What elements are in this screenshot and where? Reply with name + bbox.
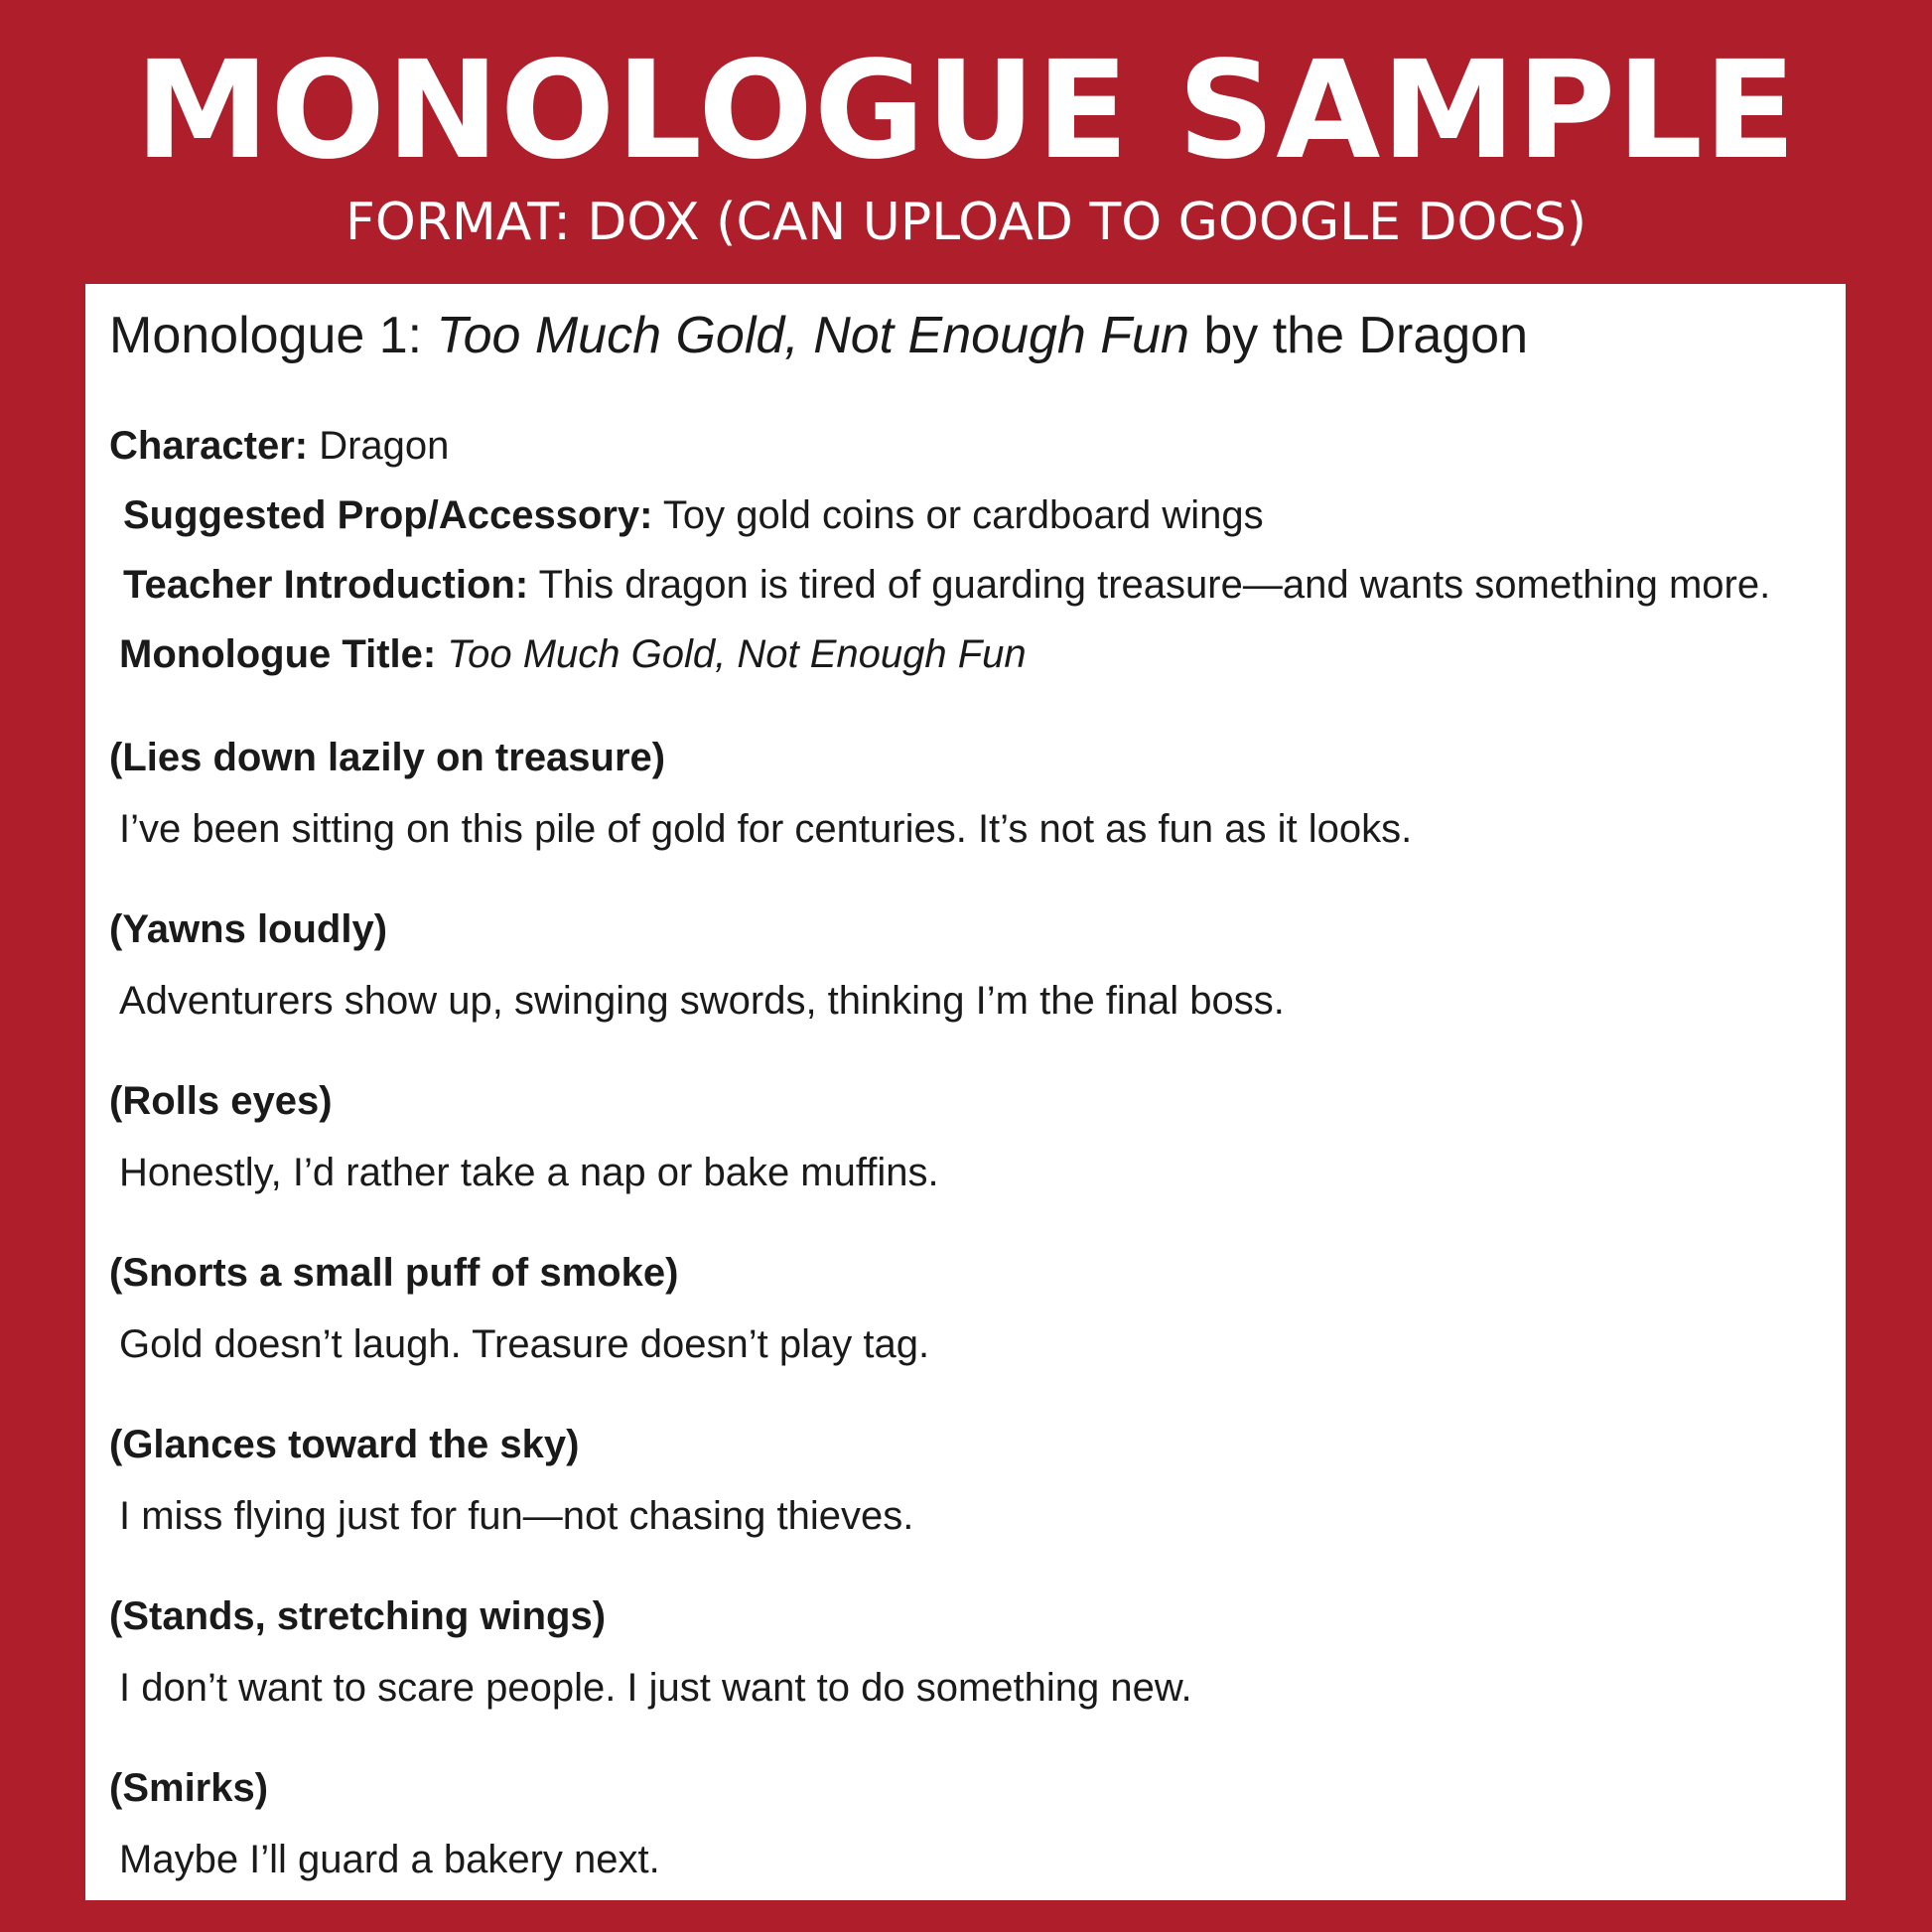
prop-line: [123, 490, 1264, 540]
character-line: [109, 421, 449, 471]
stage-direction: (Rolls eyes): [109, 1079, 333, 1123]
character-label: Character:: [109, 424, 309, 468]
prop-label: Suggested Prop/Accessory:: [123, 493, 653, 537]
dialogue-line: Gold doesn’t laugh. Treasure doesn’t play tag.: [119, 1322, 930, 1366]
dialogue-line: I miss flying just for fun—not chasing thieves.: [119, 1494, 914, 1538]
dialogue-line: I’ve been sitting on this pile of gold for centuries. It’s not as fun as it looks.: [119, 807, 1413, 851]
intro-line: [123, 560, 1770, 610]
dialogue-line: Adventurers show up, swinging swords, thinking I’m the final boss.: [119, 979, 1285, 1023]
dialogue-line: I don’t want to scare people. I just want to do something new.: [119, 1666, 1192, 1710]
heading-title: Too Much Gold, Not Enough Fun: [436, 307, 1189, 364]
monologue-title-label: Monologue Title:: [119, 632, 437, 676]
dialogue-line: Maybe I’ll guard a bakery next.: [119, 1838, 660, 1881]
heading-suffix: by the Dragon: [1188, 307, 1529, 364]
stage-direction: (Stands, stretching wings): [109, 1594, 607, 1638]
monologue-title-value: Too Much Gold, Not Enough Fun: [447, 632, 1027, 676]
stage-direction: (Lies down lazily on treasure): [109, 736, 666, 779]
banner-title: MONOLOGUE SAMPLE: [135, 33, 1797, 190]
document-card: [85, 284, 1846, 1900]
banner-subtitle: FORMAT: DOX (CAN UPLOAD TO GOOGLE DOCS): [345, 193, 1587, 252]
stage-direction: (Smirks): [109, 1766, 269, 1810]
heading-prefix: Monologue 1:: [109, 307, 437, 364]
stage-direction: (Glances toward the sky): [109, 1423, 580, 1466]
dialogue-line: Honestly, I’d rather take a nap or bake muffins.: [119, 1151, 939, 1194]
monologue-title-line: [119, 629, 1027, 679]
document-heading: [109, 304, 1528, 367]
intro-label: Teacher Introduction:: [123, 563, 529, 607]
intro-value: This dragon is tired of guarding treasure—and wants something more.: [528, 563, 1771, 607]
prop-value: Toy gold coins or cardboard wings: [652, 493, 1264, 537]
character-value: Dragon: [308, 424, 450, 468]
stage-direction: (Snorts a small puff of smoke): [109, 1251, 679, 1295]
stage-direction: (Yawns loudly): [109, 907, 388, 951]
